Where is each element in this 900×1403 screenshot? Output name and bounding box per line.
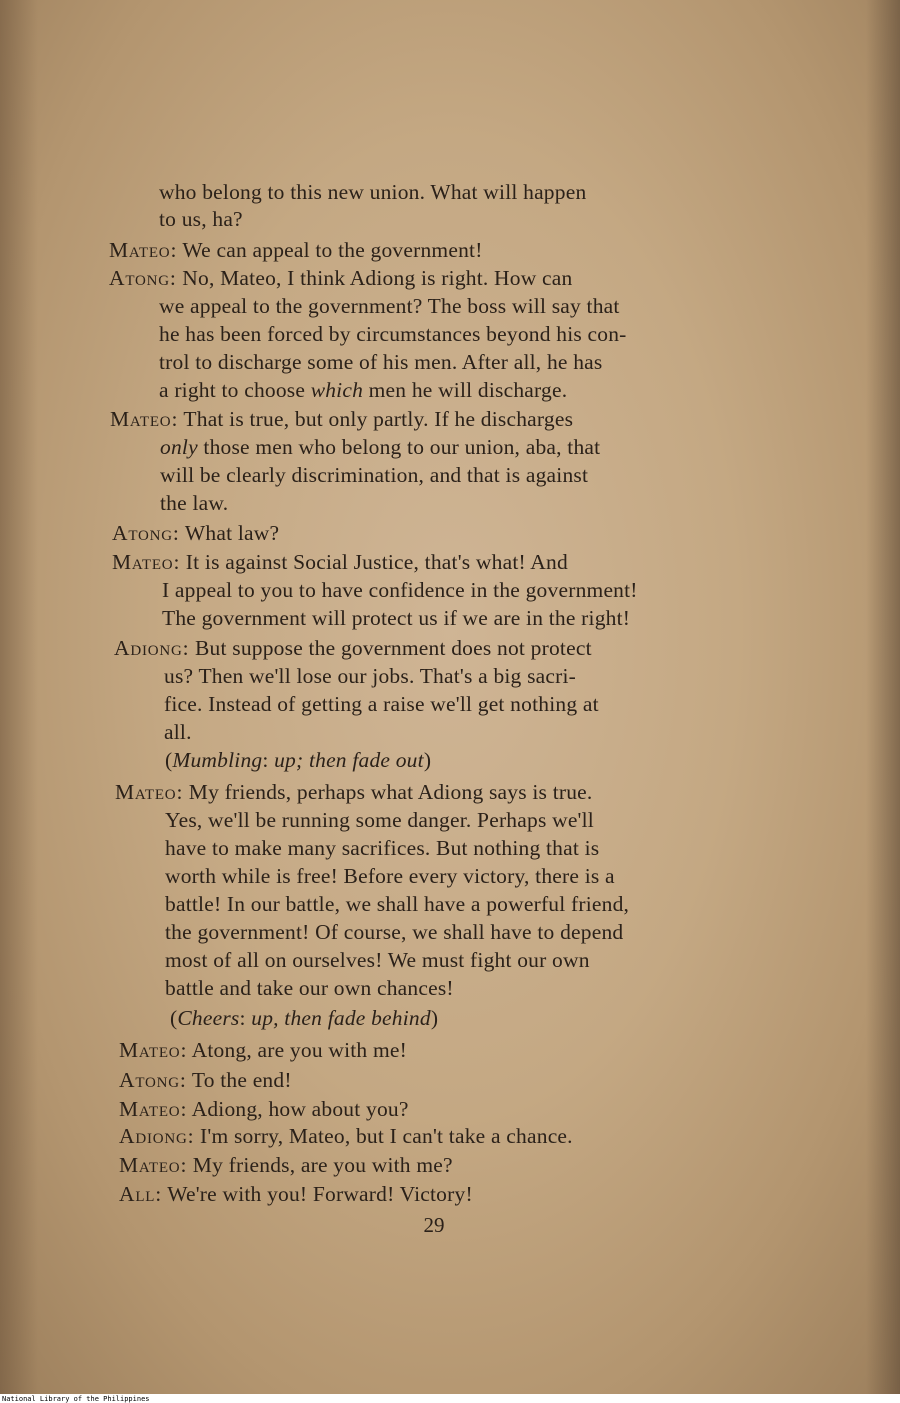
emphasis-text: which [310,378,364,402]
text-line [160,435,600,460]
speaker-name: All: [119,1182,163,1206]
speech-line [109,266,572,291]
speech-line [119,1153,453,1178]
text-line: we appeal to the government? The boss will say that [159,294,620,318]
dialogue-text: We're with you! Forward! Victory! [167,1182,473,1206]
speaker-name: Mateo: [119,1038,188,1062]
stage-cue: Mumbling [172,748,263,772]
speaker-name: Atong: [112,521,180,545]
text-line: the government! Of course, we shall have to depend [165,920,624,944]
dialogue-text: But suppose the government does not protect [195,636,592,660]
dialogue-text: We can appeal to the government! [182,238,483,262]
text-fragment: : [262,748,275,772]
dialogue-text: Adiong, how about you? [191,1097,409,1121]
speech-line [119,1038,407,1063]
speech-line [112,550,568,575]
text-fragment: : [239,1006,252,1030]
dialogue-text: What law? [184,521,280,545]
text-line: trol to discharge some of his men. After all, he has [159,350,603,374]
emphasis-text: only [160,435,198,459]
speaker-name: Adiong: [119,1124,195,1148]
speaker-name: Mateo: [115,780,184,804]
stage-cue: up, then fade behind [251,1006,431,1030]
text-line: fice. Instead of getting a raise we'll get nothing at [164,692,599,716]
speaker-name: Mateo: [109,238,178,262]
text-fragment: ( [170,1006,178,1030]
text-line: battle! In our battle, we shall have a powerful friend, [165,892,630,916]
speaker-name: Mateo: [119,1153,188,1177]
text-line: us? Then we'll lose our jobs. That's a big sacri- [164,664,577,688]
stage-cue: up; then fade out [274,748,424,772]
text-line: who belong to this new union. What will happen [159,180,587,204]
text-line: to us, ha? [159,207,243,231]
text-line: I appeal to you to have confidence in the government! [162,578,638,602]
speech-line [115,780,593,805]
dialogue-text: It is against Social Justice, that's what! And [185,550,568,574]
speaker-name: Atong: [119,1068,187,1092]
speech-line [114,636,592,661]
dialogue-text: I'm sorry, Mateo, but I can't take a chance. [200,1124,573,1148]
speech-line [119,1182,473,1207]
text-line: most of all on ourselves! We must fight our own [165,948,590,972]
page-number: 29 [423,1213,445,1237]
speaker-name: Mateo: [110,407,179,431]
stage-cue: Cheers [177,1006,240,1030]
speech-line [109,238,483,263]
text-fragment: a right to choose [159,378,311,402]
text-line: will be clearly discrimination, and that is against [160,463,589,487]
text-line: worth while is free! Before every victory, there is a [165,864,615,888]
speech-line [110,407,573,432]
speech-line [112,521,279,546]
stage-direction [170,1006,438,1031]
stage-direction [165,748,431,773]
text-line: he has been forced by circumstances beyond his con- [159,322,627,346]
dialogue-text: Atong, are you with me! [191,1038,407,1062]
text-line [159,378,567,403]
dialogue-text: My friends, perhaps what Adiong says is true. [188,780,593,804]
dialogue-text: That is true, but only partly. If he discharges [183,407,574,431]
text-line: the law. [160,491,229,515]
speaker-name: Mateo: [112,550,181,574]
text-line: battle and take our own chances! [165,976,454,1000]
library-credit: National Library of the Philippines [2,1395,150,1403]
dialogue-text: My friends, are you with me? [192,1153,453,1177]
text-line: all. [164,720,192,744]
text-fragment: ( [165,748,173,772]
text-line: have to make many sacrifices. But nothing that is [165,836,600,860]
text-line: Yes, we'll be running some danger. Perhaps we'll [165,808,594,832]
dialogue-text: No, Mateo, I think Adiong is right. How can [182,266,573,290]
text-fragment: those men who belong to our union, aba, that [197,435,601,459]
speech-line [119,1097,409,1122]
speech-line [119,1124,573,1149]
speaker-name: Atong: [109,266,177,290]
text-fragment: ) [423,748,432,772]
text-fragment: ) [430,1006,439,1030]
dialogue-text: To the end! [191,1068,292,1092]
speaker-name: Adiong: [114,636,190,660]
speaker-name: Mateo: [119,1097,188,1121]
speech-line [119,1068,292,1093]
text-line: The government will protect us if we are in the right! [162,606,631,630]
text-fragment: men he will discharge. [363,378,568,402]
